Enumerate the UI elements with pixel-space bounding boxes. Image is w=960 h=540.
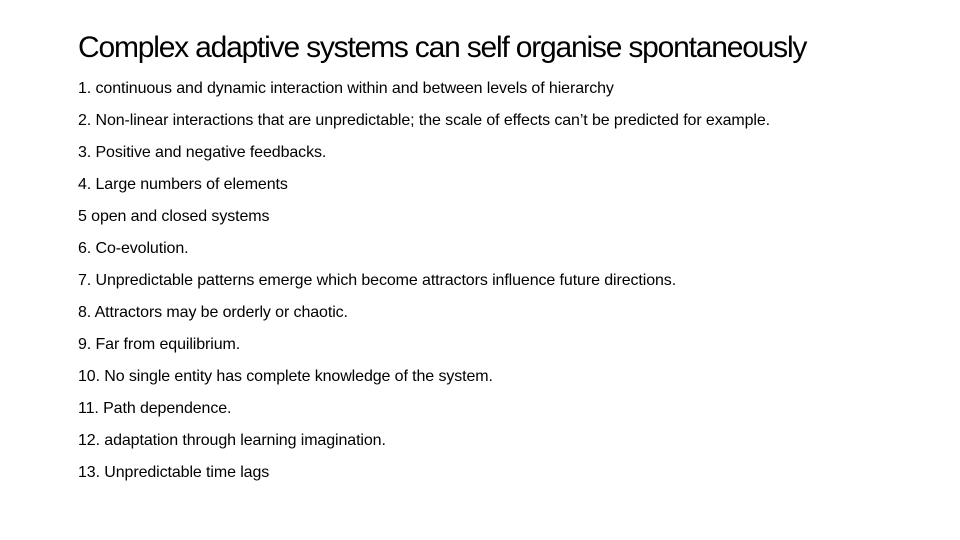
list-item: 7. Unpredictable patterns emerge which become attractors influence future directions. bbox=[78, 272, 677, 289]
list-item: 12. adaptation through learning imagination. bbox=[78, 432, 386, 449]
list-item: 13. Unpredictable time lags bbox=[78, 464, 270, 481]
list-item: 8. Attractors may be orderly or chaotic. bbox=[78, 304, 348, 321]
list-item: 2. Non-linear interactions that are unpredictable; the scale of effects can’t be predicted for example. bbox=[78, 112, 771, 129]
list-item: 3. Positive and negative feedbacks. bbox=[78, 144, 327, 161]
list-item: 10. No single entity has complete knowledge of the system. bbox=[78, 368, 493, 385]
list-item: 6. Co-evolution. bbox=[78, 240, 189, 257]
slide-title: Complex adaptive systems can self organise spontaneously bbox=[78, 31, 807, 64]
list-item: 4. Large numbers of elements bbox=[78, 176, 288, 193]
list-item: 1. continuous and dynamic interaction within and between levels of hierarchy bbox=[78, 80, 614, 97]
list-item: 11. Path dependence. bbox=[78, 400, 232, 417]
list-item: 9. Far from equilibrium. bbox=[78, 336, 241, 353]
bullet-list bbox=[78, 80, 838, 496]
list-item: 5 open and closed systems bbox=[78, 208, 270, 225]
